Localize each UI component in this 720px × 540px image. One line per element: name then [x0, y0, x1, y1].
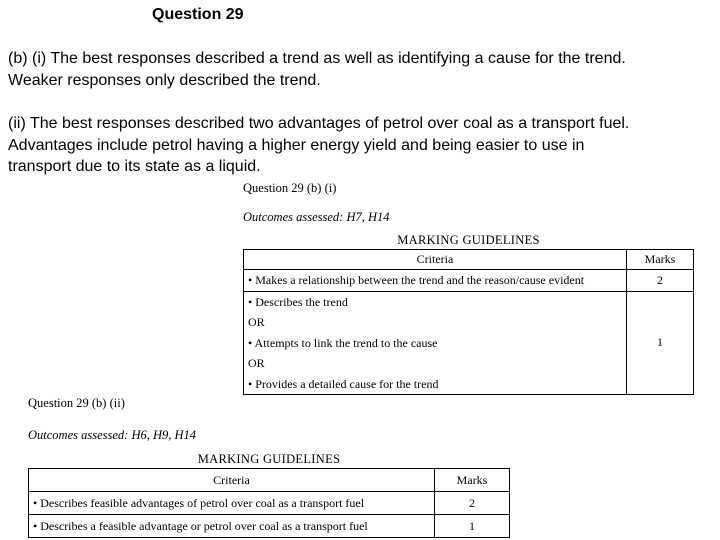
part-ii-comment-line: (ii) The best responses described two advantages of petrol over coal as a transport fuel. — [8, 115, 630, 132]
marks-cell: 2 — [627, 270, 694, 292]
part-ii-comment-line: transport due to its state as a liquid. — [8, 158, 261, 175]
criteria-line: • Makes a relationship between the trend and the reason/cause evident — [248, 273, 585, 287]
part-ii-comment-line: Advantages include petrol having a higher energy yield and being easier to use in — [8, 136, 585, 154]
marks-cell: 2 — [435, 492, 510, 515]
part-i-comment — [8, 48, 626, 91]
part-i-guidelines-title: MARKING GUIDELINES — [397, 233, 540, 247]
part-ii-heading: Question 29 (b) (ii) — [28, 396, 125, 410]
criteria-cell: • Describes a feasible advantage or petrol over coal as a transport fuel — [29, 515, 435, 538]
table-row — [244, 291, 694, 395]
table-row — [29, 492, 510, 515]
criteria-line: • Provides a detailed cause for the trend — [248, 376, 439, 391]
question-title: Question 29 — [152, 6, 244, 23]
table-header-row — [244, 250, 694, 270]
criteria-column-header: Criteria — [29, 469, 435, 492]
part-i-heading: Question 29 (b) (i) — [243, 181, 337, 195]
part-i-comment-line: Weaker responses only described the trend. — [8, 71, 321, 89]
criteria-or-line: OR — [248, 315, 265, 329]
table-row — [244, 270, 694, 292]
part-ii-outcomes: Outcomes assessed: H6, H9, H14 — [28, 428, 197, 442]
part-i-comment-line: (b) (i) The best responses described a trend as well as identifying a cause for the trend. — [8, 50, 626, 67]
marks-column-header: Marks — [627, 250, 694, 270]
marks-cell: 1 — [435, 515, 510, 538]
part-i-outcomes: Outcomes assessed: H7, H14 — [243, 210, 390, 224]
table-header-row — [29, 469, 510, 492]
part-ii-comment — [8, 113, 629, 178]
criteria-column-header: Criteria — [244, 250, 627, 270]
part-i-marking-table — [243, 249, 694, 395]
criteria-cell: • Describes feasible advantages of petrol over coal as a transport fuel — [29, 492, 435, 515]
criteria-cell — [244, 291, 627, 395]
criteria-cell — [244, 270, 627, 292]
marks-column-header: Marks — [435, 469, 510, 492]
part-ii-marking-table — [28, 468, 510, 538]
criteria-line: • Attempts to link the trend to the cause — [248, 335, 438, 350]
criteria-line: • Describes the trend — [248, 294, 348, 309]
marks-cell: 1 — [627, 291, 694, 395]
criteria-or-line: OR — [248, 356, 265, 370]
part-ii-guidelines-title: MARKING GUIDELINES — [197, 452, 341, 466]
table-row — [29, 515, 510, 538]
